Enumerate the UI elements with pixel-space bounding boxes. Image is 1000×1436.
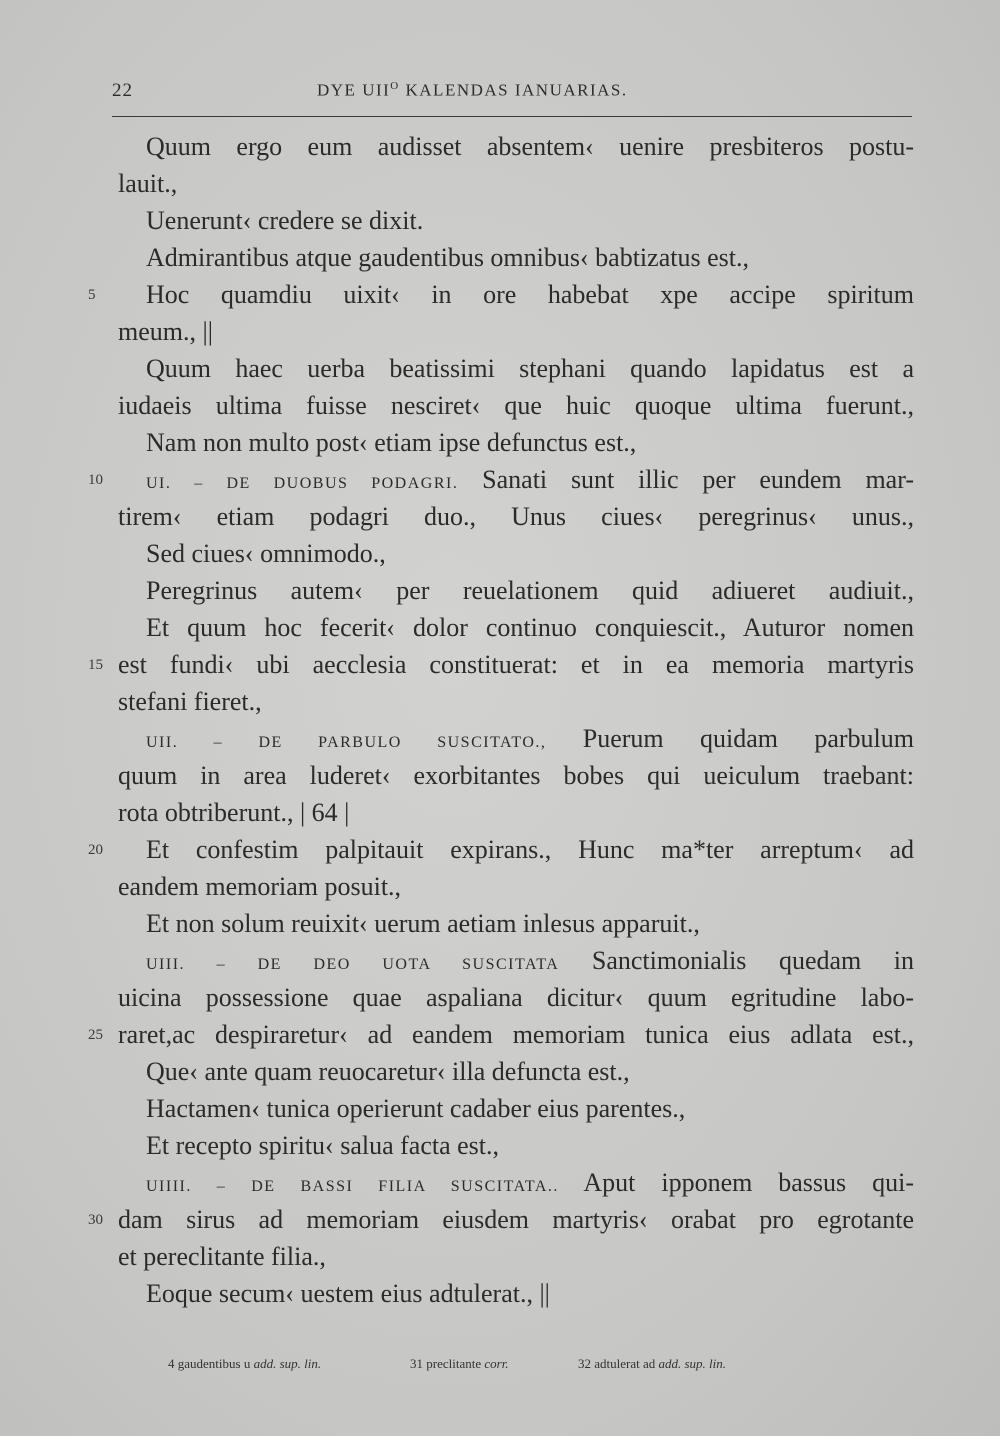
running-title [317,80,628,101]
line-body: Quum ergo eum audisset absentem‹ uenire presbiteros postu- [146,132,914,161]
line-text [118,350,914,387]
text-line [118,128,918,165]
line-body: Quum haec uerba beatissimi stephani quando lapidatus est a [146,354,914,383]
text-line [118,350,918,387]
text-block [88,128,918,1312]
line-text [118,461,914,502]
line-number: 15 [88,657,103,673]
line-text [118,905,700,942]
footnotes [168,1356,868,1380]
text-line [118,313,918,350]
line-text [118,1053,630,1090]
text-line [118,1275,918,1312]
line-body: Nam non multo post‹ etiam ipse defunctus est., [146,428,637,457]
line-text [118,498,914,535]
line-text [118,1201,914,1238]
line-text [118,868,401,905]
text-line [118,979,918,1016]
line-text [118,942,914,983]
footnote [168,1356,321,1372]
chapter-heading: UIII. – DE DEO UOTA SUSCITATA [146,956,560,973]
text-line [88,276,918,313]
text-line [118,794,918,831]
line-text [118,794,349,831]
line-text [118,1275,550,1312]
line-body: eandem memoriam posuit., [118,872,402,901]
line-body: uicina possessione quae aspaliana dicitur‹ quum egritudine labo- [118,983,914,1012]
footnote-text: 32 adtulerat ad [578,1356,659,1371]
header-rule [112,116,912,117]
page-header [112,80,912,110]
chapter-heading: UII. – DE PARBULO SUSCITATO., [146,734,547,751]
text-line [118,165,918,202]
line-text [118,165,177,202]
text-line [118,720,918,757]
running-title-pre: DYE UII [317,80,391,100]
line-body: Sanctimonialis quedam in [559,946,914,975]
text-line [118,757,918,794]
text-line [88,1016,918,1053]
line-body: Puerum quidam parbulum [546,724,915,753]
line-body: dam sirus ad memoriam eiusdem martyris‹ orabat pro egrotante [118,1205,914,1234]
footnote-italic: add. sup. lin. [253,1356,322,1371]
footnote-italic: add. sup. lin. [658,1356,727,1371]
line-body: Hoc quamdiu uixit‹ in ore habebat xpe accipe spiritum [146,280,914,309]
line-body: iudaeis ultima fuisse nesciret‹ que huic quoque ultima fuerunt., [118,391,914,420]
line-body: quum in area luderet‹ exorbitantes bobes qui ueiculum traebant: [118,761,914,790]
text-line [118,1127,918,1164]
footnote-text: 31 preclitante [410,1356,485,1371]
line-body: Uenerunt‹ credere se dixit. [146,206,424,235]
line-body: rota obtriberunt., | 64 | [118,798,350,827]
text-line [118,202,918,239]
text-line [118,1090,918,1127]
line-body: tirem‹ etiam podagri duo., Unus ciues‹ peregrinus‹ unus., [118,502,914,531]
running-title-post: KALENDAS IANUARIAS. [399,80,628,100]
line-number: 30 [88,1212,103,1228]
line-body: lauit., [118,169,178,198]
text-line [118,1053,918,1090]
text-line [118,868,918,905]
line-text [118,535,386,572]
footnote-italic: corr. [484,1356,509,1371]
line-body: stefani fieret., [118,687,262,716]
line-number: 25 [88,1027,103,1043]
line-text [118,757,914,794]
text-line [118,572,918,609]
text-line [118,387,918,424]
text-line [118,498,918,535]
text-line [118,683,918,720]
line-text [118,831,914,868]
line-text [118,424,636,461]
text-line [118,609,918,646]
line-body: est fundi‹ ubi aecclesia constituerat: et in ea memoria martyris [118,650,914,679]
line-body: Sanati sunt illic per eundem mar- [458,465,914,494]
line-body: et pereclitante filia., [118,1242,326,1271]
line-body: Et recepto spiritu‹ salua facta est., [146,1131,500,1160]
line-body: Admirantibus atque gaudentibus omnibus‹ babtizatus est., [146,243,749,272]
text-line [118,1164,918,1201]
line-body: meum., || [118,317,213,346]
line-text [118,1127,499,1164]
text-line [88,646,918,683]
line-body: Et non solum reuixit‹ uerum aetiam inlesus apparuit., [146,909,700,938]
line-body: Hactamen‹ tunica operierunt cadaber eius parentes., [146,1094,686,1123]
footnote [410,1356,509,1372]
text-line [118,942,918,979]
line-body: Et quum hoc fecerit‹ dolor continuo conquiescit., Auturor nomen [146,613,914,642]
line-body: Aput ipponem bassus qui- [558,1168,914,1197]
line-text [118,683,262,720]
text-line [88,461,918,498]
line-text [118,572,914,609]
line-text [118,1016,914,1053]
line-body: Et confestim palpitauit expirans., Hunc ma*ter arreptum‹ ad [146,835,914,864]
line-body: Eoque secum‹ uestem eius adtulerat., || [146,1279,550,1308]
text-line [118,905,918,942]
line-text [118,239,749,276]
chapter-heading: UI. – DE DUOBUS PODAGRI. [146,475,459,492]
line-text [118,276,914,313]
text-line [88,831,918,868]
line-number: 5 [88,287,96,303]
line-text [118,720,914,761]
page-number: 22 [112,80,133,101]
line-text [118,1238,326,1275]
line-text [118,313,213,350]
line-body: raret,ac despiraretur‹ ad eandem memoriam tunica eius adlata est., [118,1020,914,1049]
footnote [578,1356,726,1372]
line-text [118,202,423,239]
line-text [118,1164,914,1205]
text-line [118,1238,918,1275]
text-line [118,424,918,461]
footnote-text: 4 gaudentibus u [168,1356,254,1371]
line-text [118,979,914,1016]
running-title-sup: O [390,80,400,92]
text-line [118,535,918,572]
text-line [88,1201,918,1238]
line-text [118,387,914,424]
chapter-heading: UIIII. – DE BASSI FILIA SUSCITATA.. [146,1178,559,1195]
line-number: 20 [88,842,103,858]
line-body: Peregrinus autem‹ per reuelationem quid adiueret audiuit., [146,576,914,605]
line-body: Sed ciues‹ omnimodo., [146,539,386,568]
line-number: 10 [88,472,103,488]
line-text [118,1090,685,1127]
line-text [118,128,914,165]
text-line [118,239,918,276]
line-body: Que‹ ante quam reuocaretur‹ illa defuncta est., [146,1057,630,1086]
line-text [118,609,914,646]
line-text [118,646,914,683]
